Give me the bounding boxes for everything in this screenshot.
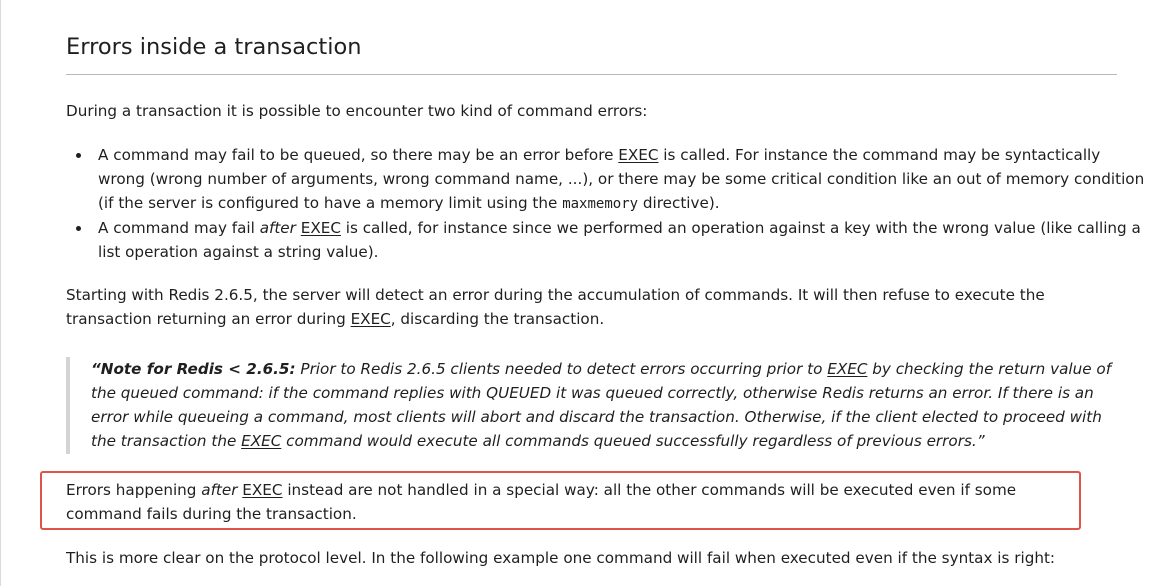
intro-paragraph: During a transaction it is possible to encounter two kind of command errors: xyxy=(66,102,648,120)
page-left-edge xyxy=(0,0,1,586)
list-item xyxy=(98,216,1148,264)
list-item xyxy=(98,143,1148,216)
note-text: Prior to Redis 2.6.5 clients needed to detect errors occurring prior to xyxy=(295,360,828,378)
list-item-text: A command may fail xyxy=(98,219,260,237)
list-item-text: is called. For instance the command may be syntactically wrong (wrong number of arguments, wrong command name, ...), or there may be some critical condition like an out of memory condition (if the server is configured to have a memory limit using the xyxy=(98,146,1145,212)
heading-divider xyxy=(66,74,1117,75)
exec-link[interactable]: EXEC xyxy=(300,219,341,237)
exec-link[interactable]: EXEC xyxy=(241,432,282,450)
note-title: “Note for Redis < 2.6.5: xyxy=(91,360,296,378)
exec-link[interactable]: EXEC xyxy=(827,360,868,378)
emphasis-after: after xyxy=(259,219,296,237)
note-blockquote xyxy=(66,357,1116,454)
redis-265-paragraph xyxy=(66,283,1116,331)
paragraph-text: Errors happening xyxy=(66,481,202,499)
list-item-text: is called, for instance since we performed an operation against a key with the wrong value (like calling a list operation against a string value). xyxy=(98,219,1141,261)
paragraph-text: Starting with Redis 2.6.5, the server will detect an error during the accumulation of commands. It will then refuse to execute the transaction returning an error during xyxy=(66,286,1045,328)
list-item-text: A command may fail to be queued, so there may be an error before xyxy=(98,146,619,164)
emphasis-after: after xyxy=(201,481,238,499)
note-text: command would execute all commands queued successfully regardless of previous errors.” xyxy=(281,432,985,450)
list-item-text: directive). xyxy=(638,194,720,212)
exec-link[interactable]: EXEC xyxy=(350,310,391,328)
highlight-annotation-box xyxy=(40,471,1081,530)
inline-code-maxmemory: maxmemory xyxy=(562,196,639,212)
note-text: by checking the return value of the queued command: if the command replies with QUEUED it was queued correctly, otherwise Redis returns an error. If there is an error while queueing a command, most clients will abort and discard the transaction. Otherwise, if the client elected to proceed with the transaction the xyxy=(91,360,1112,450)
paragraph-text: instead are not handled in a special way: all the other commands will be executed even if some command fails during the transaction. xyxy=(66,481,1017,523)
exec-link[interactable]: EXEC xyxy=(618,146,659,164)
section-heading: Errors inside a transaction xyxy=(66,34,362,60)
exec-link[interactable]: EXEC xyxy=(242,481,283,499)
paragraph-text: , discarding the transaction. xyxy=(390,310,605,328)
error-types-list xyxy=(66,143,1148,264)
protocol-level-paragraph: This is more clear on the protocol level. In the following example one command will fail when executed even if the syntax is right: xyxy=(66,549,1056,567)
